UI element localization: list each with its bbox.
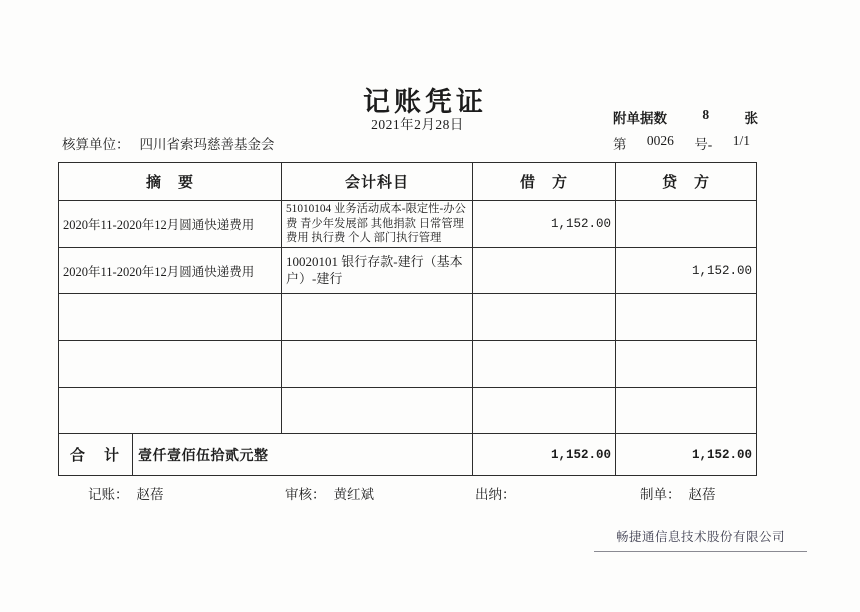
cell-debit (473, 248, 616, 294)
table-row (59, 294, 757, 341)
attachment-count-line (613, 107, 758, 127)
cell-credit (616, 294, 757, 341)
col-header-credit: 贷 方 (616, 163, 757, 201)
cell-account (282, 388, 473, 434)
total-debit: 1,152.00 (473, 434, 616, 476)
table-row (59, 388, 757, 434)
cell-summary (59, 294, 282, 341)
table-row (59, 248, 757, 294)
total-credit: 1,152.00 (616, 434, 757, 476)
accounting-unit-line (62, 133, 275, 153)
preparer-field (640, 483, 716, 503)
cell-debit (473, 294, 616, 341)
cell-summary: 2020年11-2020年12月圆通快递费用 (59, 248, 282, 294)
total-amount-in-words: 壹仟壹佰伍拾贰元整 (133, 434, 473, 476)
col-header-debit: 借 方 (473, 163, 616, 201)
bookkeeper-label: 记账： (88, 487, 129, 502)
reviewer-label: 审核： (285, 487, 326, 502)
cell-credit (616, 388, 757, 434)
table-row (59, 201, 757, 248)
cell-credit (616, 201, 757, 248)
cell-account: 10020101 银行存款-建行（基本户）-建行 (282, 248, 473, 294)
cell-debit (473, 341, 616, 388)
page-indicator: 1/1 (732, 133, 750, 148)
page-title: 记账凭证 (363, 87, 487, 117)
cell-credit (616, 341, 757, 388)
number-suffix: 号- (694, 137, 713, 152)
cell-debit: 1,152.00 (473, 201, 616, 248)
preparer-name: 赵蓓 (688, 487, 716, 502)
number-prefix: 第 (613, 137, 627, 152)
table-header-row (59, 163, 757, 201)
attachment-count: 8 (702, 107, 710, 122)
cashier-field (475, 483, 524, 503)
cell-account (282, 341, 473, 388)
cell-credit: 1,152.00 (616, 248, 757, 294)
bookkeeper-field (88, 483, 164, 503)
cell-summary: 2020年11-2020年12月圆通快递费用 (59, 201, 282, 248)
unit-name: 四川省索玛慈善基金会 (139, 137, 275, 152)
total-row (59, 434, 757, 476)
preparer-label: 制单： (640, 487, 681, 502)
cell-summary (59, 388, 282, 434)
software-vendor-name: 畅捷通信息技术股份有限公司 (594, 527, 807, 552)
reviewer-name: 黄红斌 (333, 487, 374, 502)
voucher-date: 2021年2月28日 (371, 117, 464, 132)
unit-label: 核算单位： (62, 137, 130, 152)
cell-summary (59, 341, 282, 388)
voucher-number: 0026 (646, 133, 674, 148)
table-row (59, 341, 757, 388)
col-header-account: 会计科目 (282, 163, 473, 201)
reviewer-field (285, 483, 374, 503)
voucher-number-line (613, 133, 750, 153)
attachment-unit: 张 (744, 111, 758, 126)
voucher-table (58, 162, 757, 476)
cell-account (282, 294, 473, 341)
col-header-summary: 摘 要 (59, 163, 282, 201)
attachment-label: 附单据数 (613, 111, 667, 126)
cashier-label: 出纳： (475, 487, 516, 502)
cell-debit (473, 388, 616, 434)
cell-account: 51010104 业务活动成本-限定性-办公费 青少年发展部 其他捐款 日常管理费用 执行费 个人 部门执行管理 (282, 201, 473, 248)
bookkeeper-name: 赵蓓 (136, 487, 164, 502)
total-label: 合 计 (59, 434, 133, 476)
